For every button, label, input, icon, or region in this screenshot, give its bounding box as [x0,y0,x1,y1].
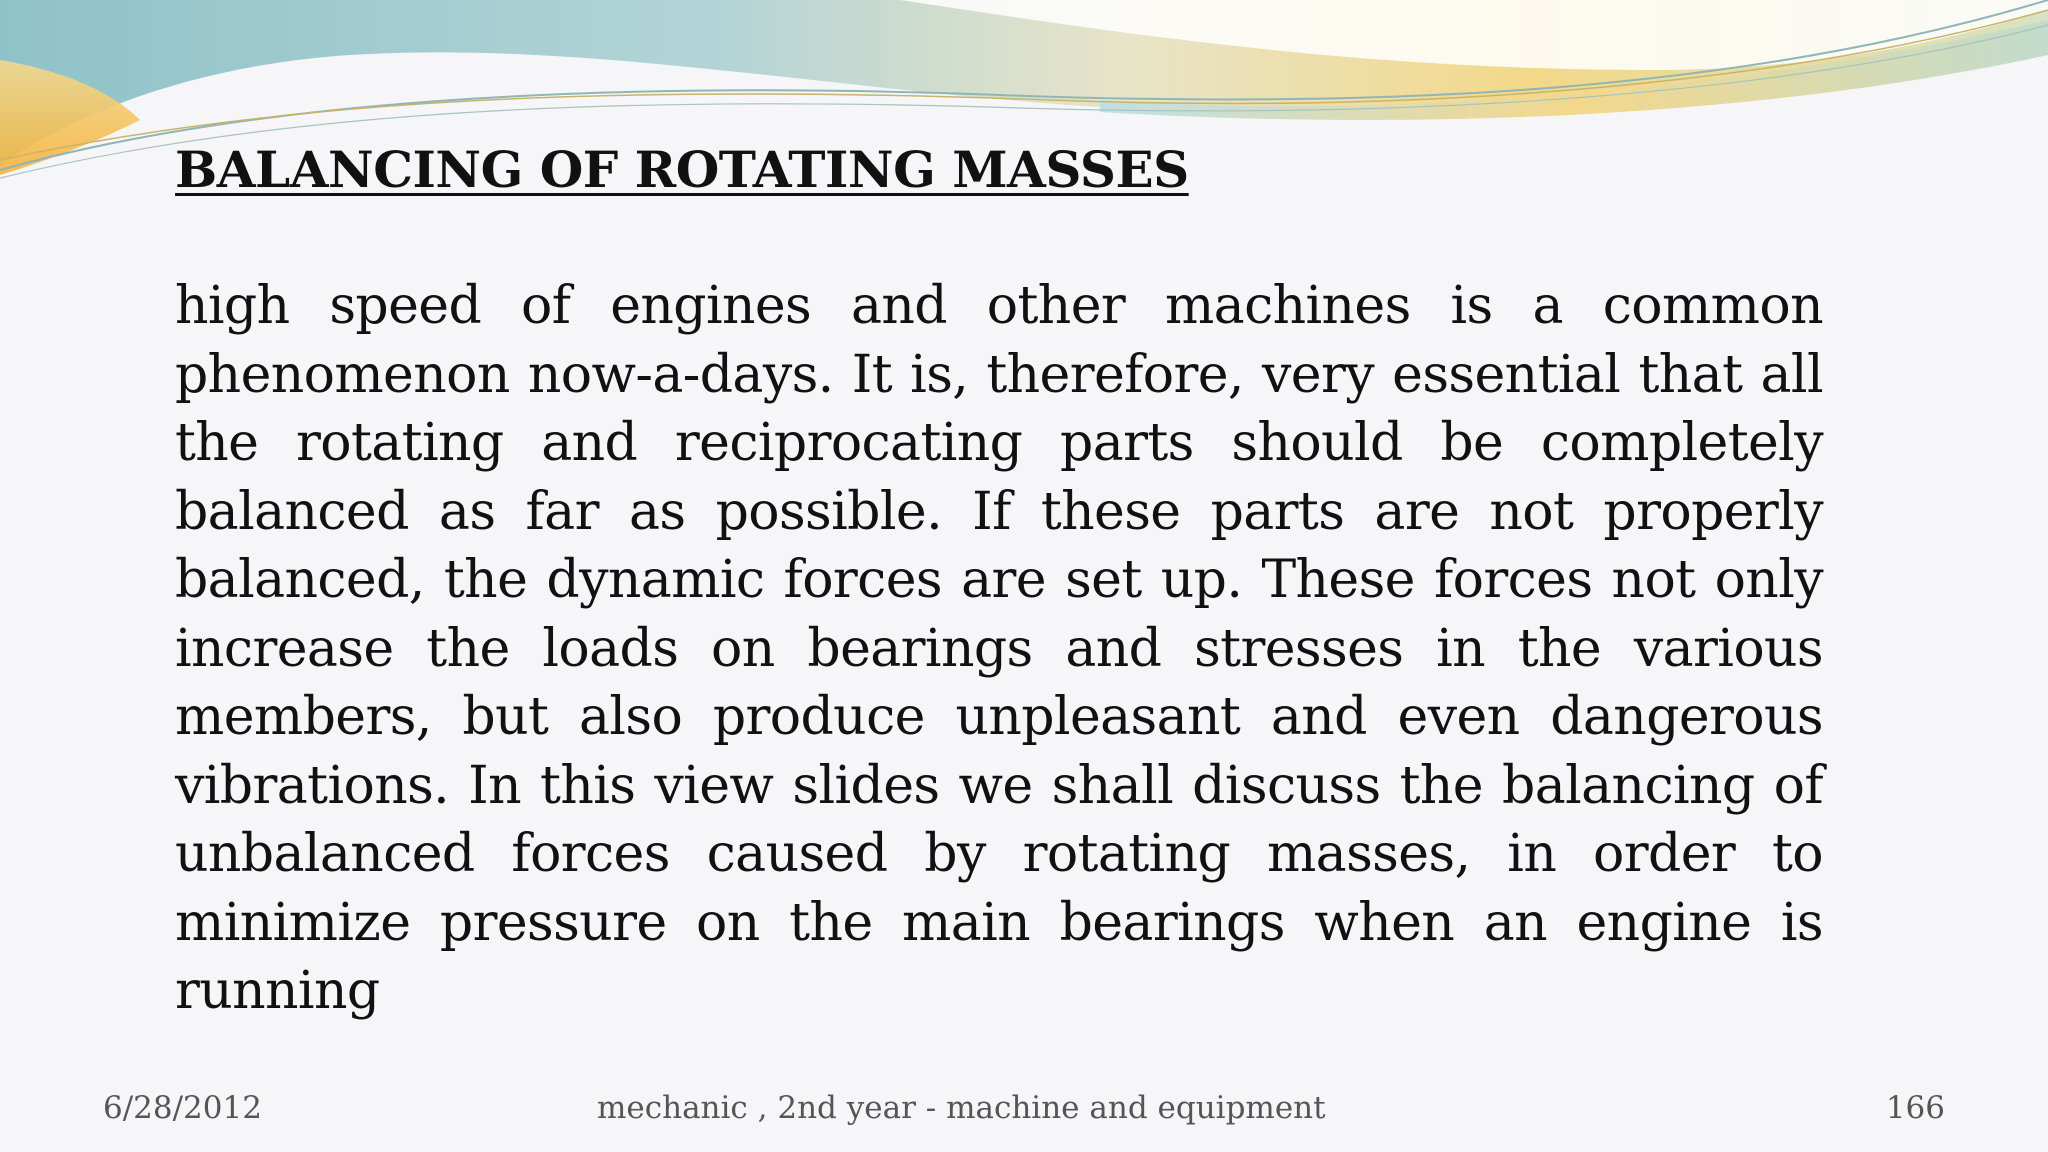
slide-body-text: high speed of engines and other machines is a common phenomenon now-a-days. It is, therefore, very essential that all the rotating and reciprocating parts should be completely balanced as far as possible. If these parts are not properly balanced, the dynamic forces are set up. These forces not only increase the loads on bearings and stresses in the various members, but also produce unpleasant and even dangerous vibrations. In this view slides we shall discuss the balancing of unbalanced forces caused by rotating masses, in order to minimize pressure on the main bearings when an engine is running [175,276,1823,1021]
slide-title: BALANCING OF ROTATING MASSES [175,140,1189,199]
page-number: 166 [1885,1090,1945,1126]
footer-date: 6/28/2012 [103,1090,262,1126]
footer-course: mechanic , 2nd year - machine and equipment [597,1090,1326,1126]
